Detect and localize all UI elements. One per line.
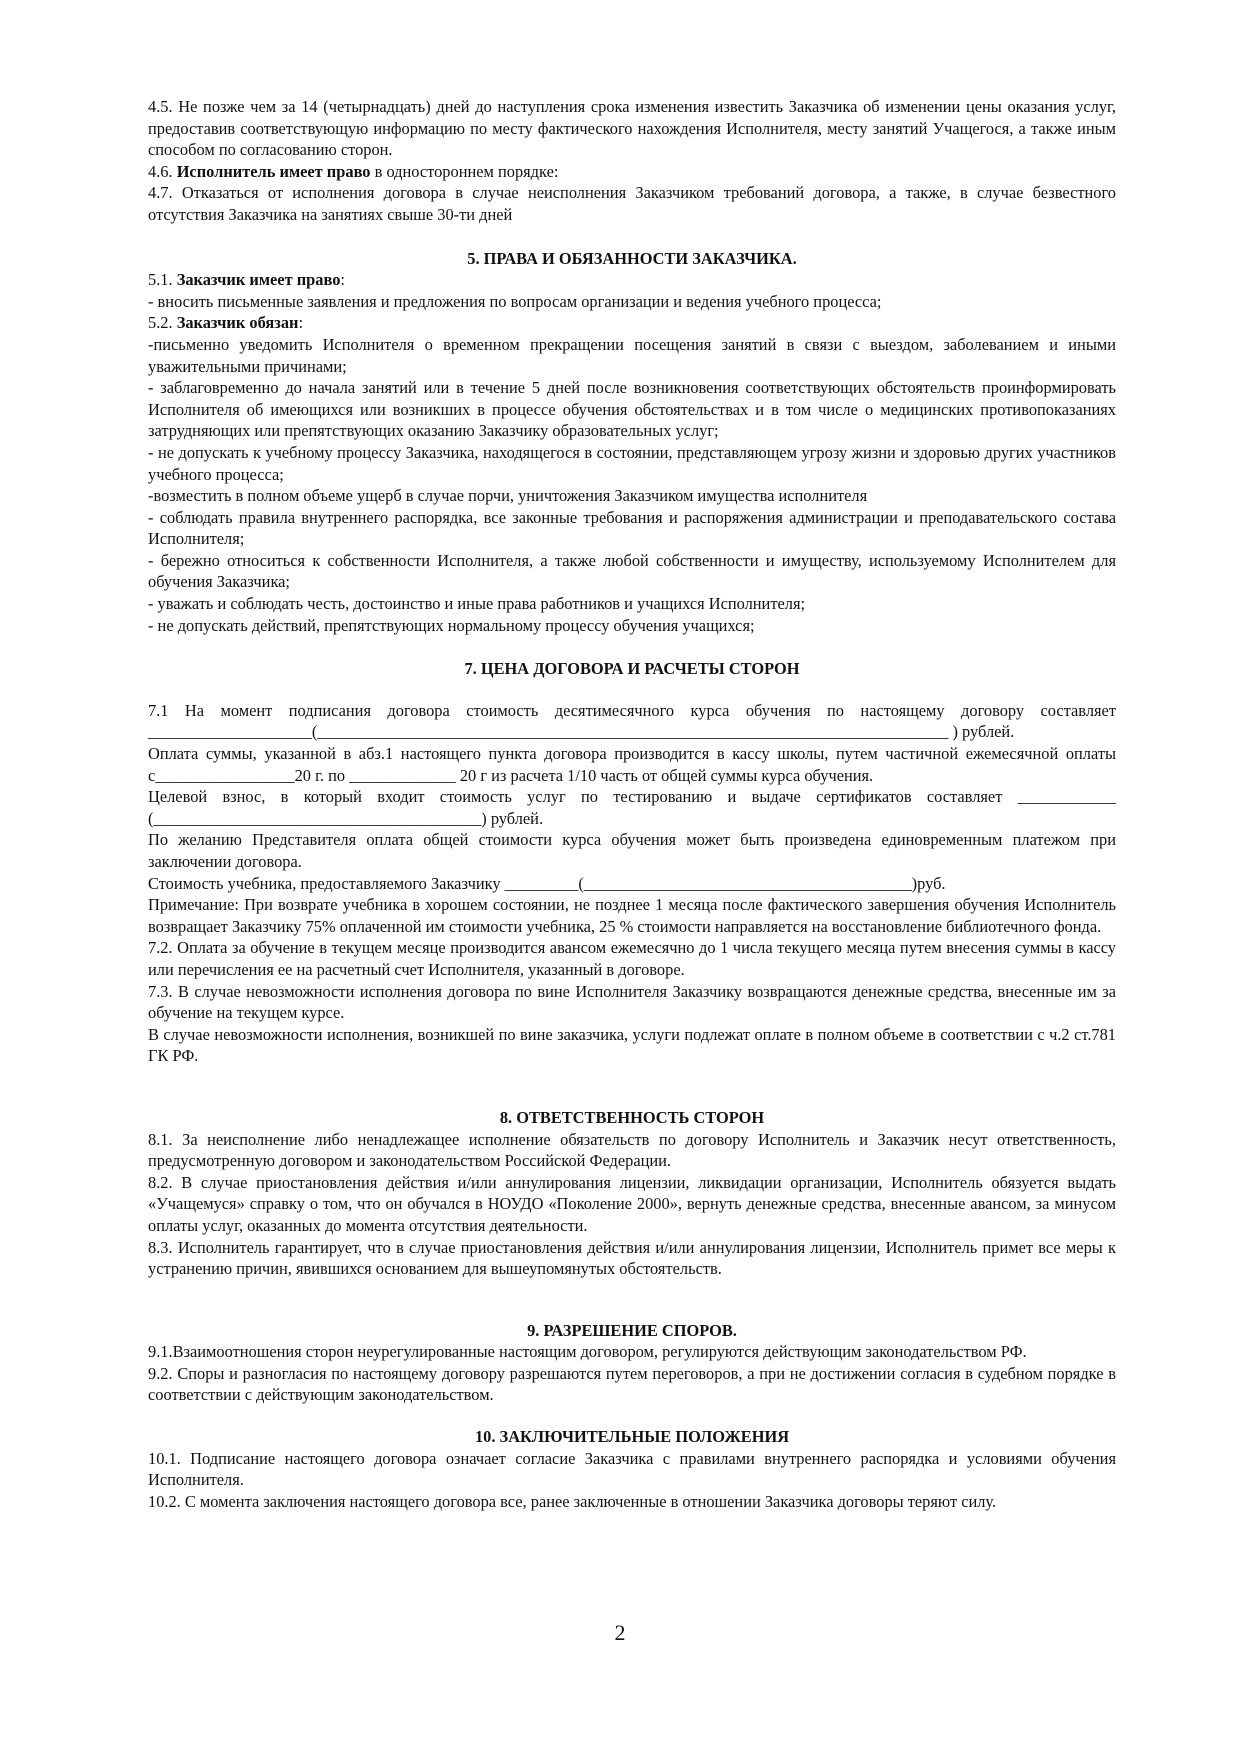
section-8-heading: 8. ОТВЕТСТВЕННОСТЬ СТОРОН [499, 1107, 765, 1127]
clause-4-7: 4.7. Отказаться от исполнения договора в случае неисполнения Заказчиком требований договора, а также, в случае безвестного отсутствия Заказчика на занятиях свыше 30-ти дней [148, 183, 1116, 224]
clause-8-1: 8.1. За неисполнение либо ненадлежащее исполнение обязательств по договору Исполнитель и Заказчик несут ответственность, предусмотренную договором и законодательством Российской Федерации. [148, 1129, 1116, 1171]
list-item: - не допускать действий, препятствующих нормальному процессу обучения учащихся; [148, 615, 755, 635]
target-fee: Целевой взнос, в который входит стоимость услуг по тестированию и выдаче сертификатов составляет ____________ (________________________________________) рублей. [148, 787, 1116, 828]
page-number: 2 [614, 1620, 626, 1645]
list-item: - уважать и соблюдать честь, достоинство и иные права работников и учащихся Исполнителя; [148, 594, 806, 614]
clause-4-6-bold: Исполнитель имеет право [176, 161, 371, 181]
clause-5-1: 5.1. Заказчик имеет право: [148, 270, 345, 290]
list-item: - соблюдать правила внутреннего распорядка, все законные требования и распоряжения администрации и преподавательского состава Исполнителя; [148, 507, 1116, 549]
payment-schedule: Оплата суммы, указанной в абз.1 настоящего пункта договора производится в кассу школы, путем частичной ежемесячной оплаты с_________________20 г. по _____________ 20 г из расчета 1/10 часть от общей суммы курса обучения. [148, 744, 1116, 785]
textbook-note: Примечание: При возврате учебника в хорошем состоянии, не позднее 1 месяца после фактического завершения обучения Исполнитель возвращает Заказчику 75% оплаченной им стоимости учебника, 25 % стоимости направляется на восстановление библиотечного фонда. [148, 895, 1116, 936]
clause-10-1: 10.1. Подписание настоящего договора означает согласие Заказчика с правилами внутреннего распорядка и условиями обучения Исполнителя. [148, 1448, 1116, 1490]
list-item: -возместить в полном объеме ущерб в случае порчи, уничтожения Заказчиком имущества исполнителя [148, 486, 868, 506]
section-10-heading: 10. ЗАКЛЮЧИТЕЛЬНЫЕ ПОЛОЖЕНИЯ [474, 1427, 790, 1447]
list-item: - заблаговременно до начала занятий или в течение 5 дней после возникновения соответствующих обстоятельств проинформировать Исполнителя об имеющихся или возникших в процессе обучения обстоятельствах и в том числе о медицинских противопоказаниях затрудняющих или препятствующих оказанию Заказчику образовательных услуг; [148, 378, 1116, 441]
textbook-cost: Стоимость учебника, предоставляемого Заказчику _________(________________________________________)руб. [148, 873, 946, 893]
list-item: - не допускать к учебному процессу Заказчика, находящегося в состоянии, представляющем угрозу жизни и здоровью других участников учебного процесса; [148, 442, 1116, 484]
document-page [148, 96, 1116, 1512]
clause-7-3: 7.3. В случае невозможности исполнения договора по вине Исполнителя Заказчику возвращаются денежные средства, внесенные им за обучение на текущем курсе. [148, 981, 1116, 1023]
clause-9-1: 9.1.Взаимоотношения сторон неурегулированные настоящим договором, регулируются действующим законодательством РФ. [148, 1342, 1027, 1362]
clause-9-2: 9.2. Споры и разногласия по настоящему договору разрешаются путем переговоров, а при не достижении согласия в судебном порядке в соответствии с действующим законодательством. [148, 1363, 1116, 1405]
section-5-heading: 5. ПРАВА И ОБЯЗАННОСТИ ЗАКАЗЧИКА. [467, 248, 797, 268]
customer-fault: В случае невозможности исполнения, возникшей по вине заказчика, услуги подлежат оплате в полном объеме в соответствии с ч.2 ст.781 ГК РФ. [148, 1024, 1116, 1066]
list-item: -письменно уведомить Исполнителя о временном прекращении посещения занятий в связи с выездом, заболеванием и иными уважительными причинами; [148, 334, 1116, 376]
clause-8-2: 8.2. В случае приостановления действия и/или аннулирования лицензии, ликвидации организации, Исполнитель обязуется выдать «Учащемуся» справку о том, что он обучался в НОУДО «Поколение 2000», вернуть денежные средства, внесенные авансом, за минусом оплаты услуг, оказанных до момента отсутствия деятельности. [148, 1172, 1116, 1235]
clause-7-2: 7.2. Оплата за обучение в текущем месяце производится авансом ежемесячно до 1 числа текущего месяца путем внесения суммы в кассу или перечисления ее на расчетный счет Исполнителя, указанный в договоре. [148, 938, 1116, 979]
clause-8-3: 8.3. Исполнитель гарантирует, что в случае приостановления действия и/или аннулирования лицензии, Исполнитель примет все меры к устранению причин, явившихся основанием для вышеупомянутых обстоятельств. [148, 1237, 1116, 1279]
clause-4-6: 4.6. Исполнитель имеет право в одностороннем порядке: [148, 161, 559, 181]
clause-5-2-bold: Заказчик обязан [176, 313, 299, 333]
section-9-heading: 9. РАЗРЕШЕНИЕ СПОРОВ. [527, 1320, 737, 1340]
clause-5-2: 5.2. Заказчик обязан: [148, 313, 304, 333]
list-item: - вносить письменные заявления и предложения по вопросам организации и ведения учебного процесса; [148, 291, 882, 311]
clause-5-1-bold: Заказчик имеет право [176, 270, 341, 290]
list-item: - бережно относиться к собственности Исполнителя, а также любой собственности и имуществу, используемому Исполнителем для обучения Заказчика; [148, 550, 1116, 592]
clause-7-1: 7.1 На момент подписания договора стоимость десятимесячного курса обучения по настоящему договору составляет ____________________(_____________________________________________________________________________ ) рублей. [148, 700, 1116, 742]
clause-4-5: 4.5. Не позже чем за 14 (четырнадцать) дней до наступления срока изменения известить Заказчика об изменении цены оказания услуг, предоставив соответствующую информацию по месту фактического нахождения Исполнителя, месту занятий Учащегося, а также иным способом по согласованию сторон. [148, 97, 1116, 160]
section-7-heading: 7. ЦЕНА ДОГОВОРА И РАСЧЕТЫ СТОРОН [464, 659, 800, 679]
clause-10-2: 10.2. С момента заключения настоящего договора все, ранее заключенные в отношении Заказчика договоры теряют силу. [148, 1491, 997, 1511]
lump-sum-option: По желанию Представителя оплата общей стоимости курса обучения может быть произведена единовременным платежом при заключении договора. [148, 830, 1116, 871]
